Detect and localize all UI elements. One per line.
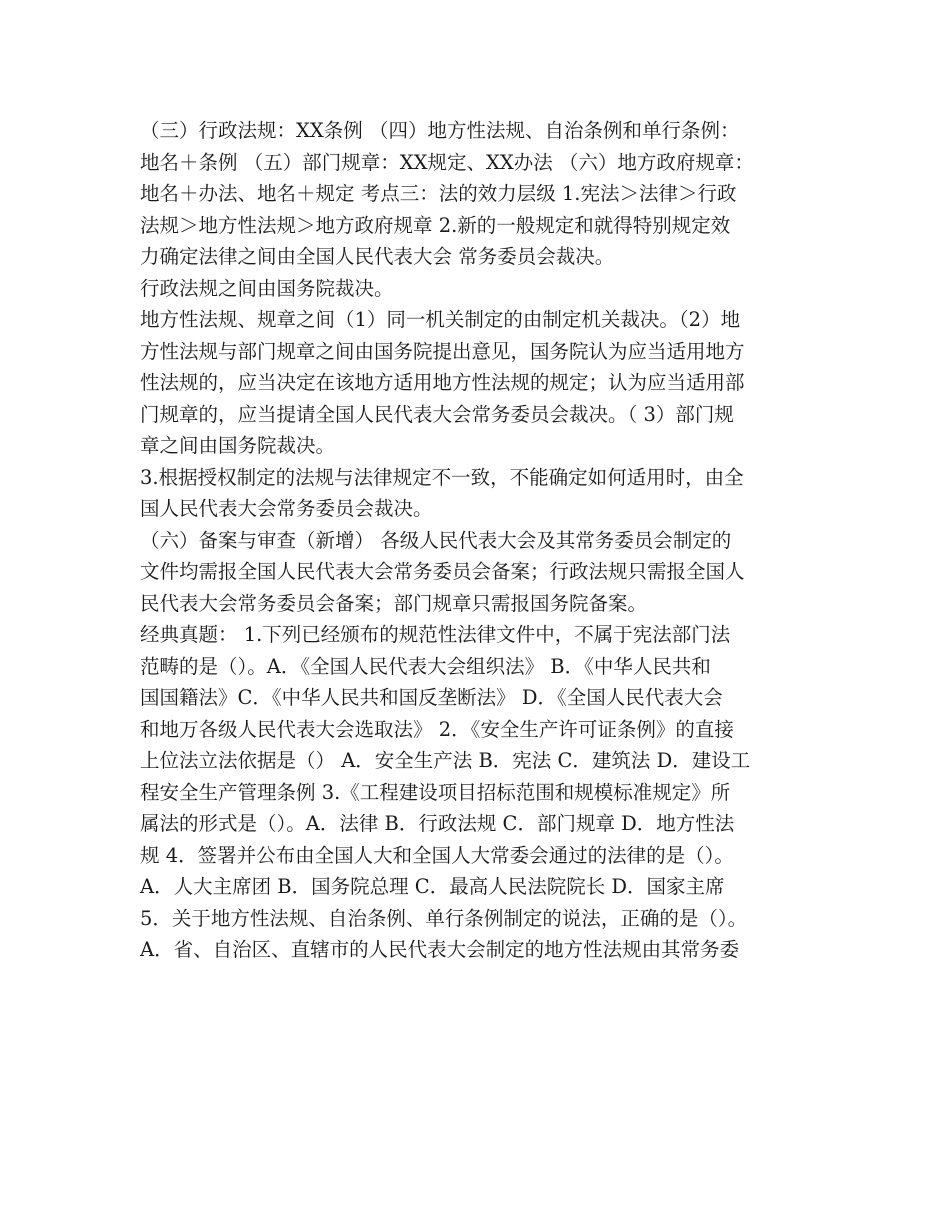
text-line: 国国籍法》C．《中华人民共和国反垄断法》 D．《全国人民代表大会 (140, 686, 723, 709)
text-line: 地名＋条例 （五）部门规章：XX规定、XX办法 （六）地方政府规章： (140, 150, 754, 174)
text-line: 属法的形式是（）。A．法律 B．行政法规 C．部门规章 D．地方性法 (140, 812, 735, 835)
text-line: 章之间由国务院裁决。 (140, 434, 336, 457)
text-line: 上位法立法依据是（） A．安全生产法 B．宪法 C．建筑法 D．建设工 (140, 749, 751, 772)
text-line: A．人大主席团 B．国务院总理 C．最高人民法院院长 D．国家主席 (140, 875, 725, 898)
text-line: 3.根据授权制定的法规与法律规定不一致，不能确定如何适用时，由全 (140, 465, 744, 489)
text-line: 程安全生产管理条例 3.《工程建设项目招标范围和规模标准规定》所 (140, 780, 731, 804)
text-line: 和地万各级人民代表大会选取法》 2．《安全生产许可证条例》的直接 (140, 717, 734, 741)
text-line: 规 4．签署并公布由全国人大和全国人大常委会通过的法律的是（）。 (140, 843, 734, 867)
text-line: 经典真题： 1.下列已经颁布的规范性法律文件中，不属于宪法部门法 (140, 623, 731, 646)
text-line: （六）备案与审查（新增） 各级人民代表大会及其常务委员会制定的 (140, 528, 732, 552)
text-line: 法规＞地方性法规＞地方政府规章 2.新的一般规定和就得特别规定效 (140, 213, 731, 237)
text-line: 门规章的，应当提请全国人民代表大会常务委员会裁决。（ 3）部门规 (140, 402, 734, 426)
text-line: 民代表大会常务委员会备案；部门规章只需报国务院备案。 (140, 591, 648, 615)
text-line: 力确定法律之间由全国人民代表大会 常务委员会裁决。 (140, 245, 615, 268)
text-line: 5．关于地方性法规、自治条例、单行条例制定的说法，正确的是（）。 (140, 906, 748, 930)
document-body (140, 115, 820, 966)
text-line: 方性法规与部门规章之间由国务院提出意见，国务院认为应当适用地方 (140, 339, 745, 363)
text-line: （三）行政法规：XX条例 （四）地方性法规、自治条例和单行条例： (140, 119, 740, 142)
text-line: 范畴的是（）。A．《全国人民代表大会组织法》 B．《中华人民共和 (140, 654, 711, 678)
text-line: A．省、自治区、直辖市的人民代表大会制定的地方性法规由其常务委 (140, 938, 740, 961)
text-line: 行政法规之间由国务院裁决。 (140, 276, 394, 300)
text-line: 地名＋办法、地名＋规定 考点三：法的效力层级 1.宪法＞法律＞行政 (140, 182, 737, 205)
text-line: 文件均需报全国人民代表大会常务委员会备案；行政法规只需报全国人 (140, 560, 745, 583)
text-line: 性法规的，应当决定在该地方适用地方性法规的规定；认为应当适用部 (140, 371, 745, 394)
text-line: 地方性法规、规章之间（1）同一机关制定的由制定机关裁决。（2）地 (140, 308, 741, 331)
text-line: 国人民代表大会常务委员会裁决。 (140, 497, 433, 520)
